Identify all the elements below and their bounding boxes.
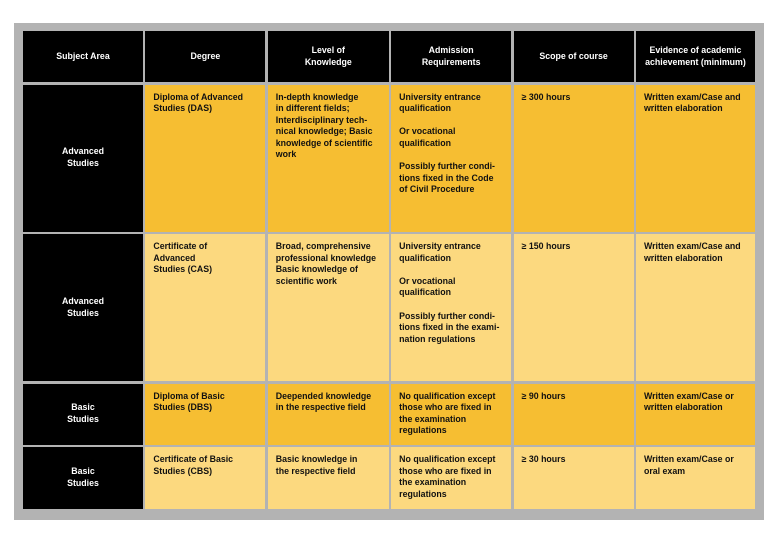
cell-degree: Diploma of Advanced Studies (DAS)	[145, 85, 265, 232]
cell-admission	[391, 384, 511, 445]
study-programs-table	[23, 31, 755, 509]
cell-degree: Diploma of Basic Studies (DBS)	[145, 384, 265, 445]
admission-paragraph: Or vocational qualification	[399, 275, 456, 298]
cell-knowledge: In-depth knowledge in different fields; Interdisciplinary tech- nical knowledge; Basic knowledge of scientific work	[268, 85, 389, 232]
cell-scope: ≥ 30 hours	[514, 447, 634, 509]
admission-paragraph: Or vocational qualification	[399, 126, 456, 148]
header-degree: Degree	[145, 31, 265, 82]
admission-paragraph: Possibly further condi- tions fixed in the exami- nation regulations	[399, 310, 500, 344]
cell-admission	[391, 234, 511, 381]
header-evidence: Evidence of academic achievement (minimum)	[636, 31, 755, 82]
cell-admission	[391, 447, 511, 509]
admission-paragraph: University entrance qualification	[399, 91, 481, 114]
row-subject-area: Basic Studies	[23, 384, 143, 445]
cell-evidence: Written exam/Case and written elaboration	[636, 85, 755, 232]
cell-admission	[391, 85, 511, 232]
admission-paragraph: No qualification except those who are fixed in the examination regulations	[399, 454, 496, 499]
header-admission-requirements: Admission Requirements	[391, 31, 511, 82]
cell-degree: Certificate of Basic Studies (CBS)	[145, 447, 265, 509]
admission-paragraph: Possibly further condi- tions fixed in the Code of Civil Procedure	[399, 161, 495, 195]
cell-knowledge: Deepended knowledge in the respective field	[268, 384, 389, 445]
header-scope-of-course: Scope of course	[514, 31, 634, 82]
header-subject-area: Subject Area	[23, 31, 143, 82]
row-subject-area: Advanced Studies	[23, 234, 143, 381]
cell-scope: ≥ 90 hours	[514, 384, 634, 445]
cell-scope: ≥ 150 hours	[514, 234, 634, 381]
cell-evidence: Written exam/Case or written elaboration	[636, 384, 755, 445]
cell-knowledge: Broad, comprehensive professional knowledge Basic knowledge of scientific work	[268, 234, 389, 381]
cell-knowledge: Basic knowledge in the respective field	[268, 447, 389, 509]
header-level-of-knowledge: Level of Knowledge	[268, 31, 389, 82]
cell-scope: ≥ 300 hours	[514, 85, 634, 232]
row-subject-area: Advanced Studies	[23, 85, 143, 232]
cell-degree: Certificate of Advanced Studies (CAS)	[145, 234, 265, 381]
admission-paragraph: University entrance qualification	[399, 241, 481, 263]
row-subject-area: Basic Studies	[23, 447, 143, 509]
cell-evidence: Written exam/Case and written elaboration	[636, 234, 755, 381]
cell-evidence: Written exam/Case or oral exam	[636, 447, 755, 509]
admission-paragraph: No qualification except those who are fixed in the examination regulations	[399, 390, 496, 436]
